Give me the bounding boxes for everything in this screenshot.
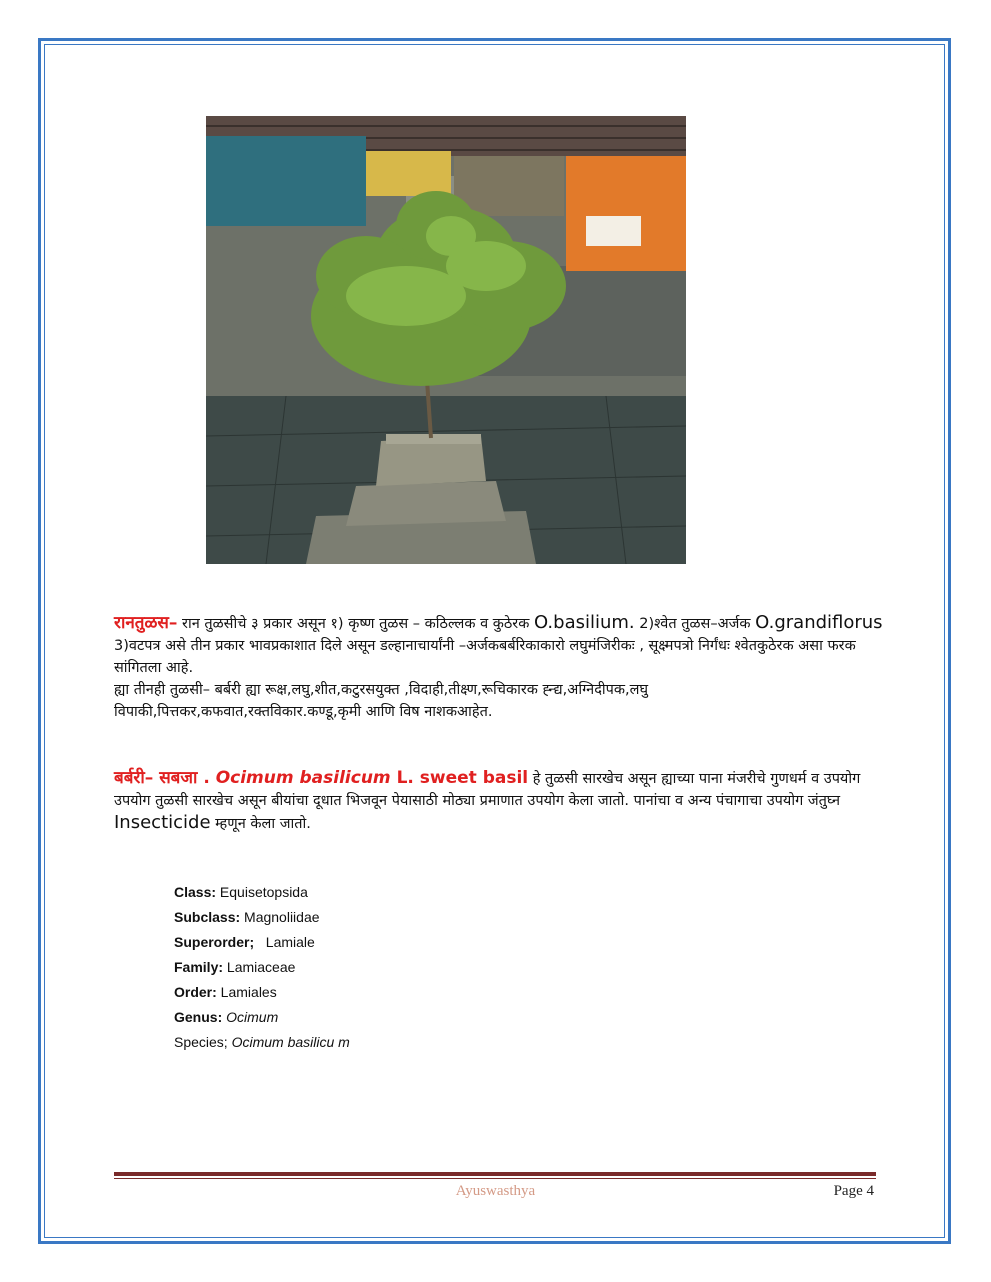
latin-o-basilium: O.basilium.	[533, 612, 635, 633]
taxonomy-value: Magnoliidae	[240, 909, 320, 925]
taxonomy-value: Lamiaceae	[223, 959, 296, 975]
rantulas-text-4: ह्या तीनही तुळसी– बर्बरी ह्या रूक्ष,लघु,शीत,कटुरसयुक्त ,विदाही,तीक्ष्ण,रूचिकारक ह्न्द्य,अग्निदीपक,लघु विपाकी,पित्तकर,कफवात,रक्तविकार.कण्डू,कृमी आणि विष नाशकआहेत.	[114, 682, 649, 720]
footer-rule-thick	[114, 1172, 876, 1176]
taxonomy-row-superorder	[174, 930, 350, 955]
taxonomy-row-species	[174, 1030, 350, 1055]
tulsi-plant-photo	[206, 116, 686, 564]
taxonomy-label: Superorder;	[174, 934, 255, 950]
barbari-heading: बर्बरी– सबजा .	[114, 768, 216, 788]
taxonomy-value: Lamiales	[216, 984, 277, 1000]
taxonomy-row-genus	[174, 1005, 350, 1030]
taxonomy-label: Species;	[174, 1034, 228, 1050]
barbari-paragraph	[114, 767, 884, 835]
taxonomy-row-family	[174, 955, 350, 980]
latin-o-grandiflorus: O.grandiflorus	[755, 612, 883, 633]
taxonomy-value: Ocimum basilicu m	[227, 1034, 350, 1050]
taxonomy-label: Subclass:	[174, 909, 241, 925]
taxonomy-list	[174, 880, 350, 1055]
footer-title: Ayuswasthya	[455, 1183, 536, 1199]
taxonomy-label: Order:	[174, 984, 217, 1000]
taxonomy-label: Genus:	[174, 1009, 223, 1025]
taxonomy-label: Class:	[174, 884, 217, 900]
taxonomy-value: Lamiale	[254, 934, 315, 950]
insecticide-word: Insecticide	[114, 812, 211, 833]
footer-rule-thin	[114, 1178, 876, 1179]
taxonomy-row-order	[174, 980, 350, 1005]
latin-ocimum-basilicum: Ocimum basilicum	[215, 768, 391, 788]
latin-suffix: L. sweet basil	[390, 768, 529, 788]
rantulas-text-3: 3)वटपत्र असे तीन प्रकार भावप्रकाशात दिले असून डल्हानाचार्यांनी –अर्जकबर्बरिकाकारो लघुमंजिरीकः , सूक्ष्मपत्रो निर्गंधः श्वेतकुठेरक असा फरक सांगितला आहे.	[114, 638, 856, 676]
rantulas-heading: रानतुळस–	[114, 613, 178, 633]
taxonomy-row-subclass	[174, 905, 350, 930]
taxonomy-value: Ocimum	[222, 1009, 279, 1025]
rantulas-text-2: 2)श्वेत तुळस–अर्जक	[634, 616, 756, 632]
barbari-text-1: हे तुळसी सारखेच असून ह्याच्या पाना मंजरीचे गुणधर्म व उपयोग उपयोग तुळसी सारखेच असून बीयांचा दूधात भिजवून पेयासाठी मोठ्या प्रमाणात उपयोग केला जातो. पानांचा व अन्य पंचागाचा उपयोग जंतुघ्न	[114, 771, 861, 809]
page-number: Page 4	[833, 1183, 874, 1199]
taxonomy-value: Equisetopsida	[216, 884, 308, 900]
rantulas-paragraph	[114, 612, 884, 723]
rantulas-text-1: रान तुळसीचे ३ प्रकार असून १) कृष्ण तुळस – कठिल्लक व कुठेरक	[177, 616, 534, 632]
barbari-text-2: म्हणून केला जातो.	[210, 816, 311, 832]
taxonomy-label: Family:	[174, 959, 224, 975]
taxonomy-row-class	[174, 880, 350, 905]
